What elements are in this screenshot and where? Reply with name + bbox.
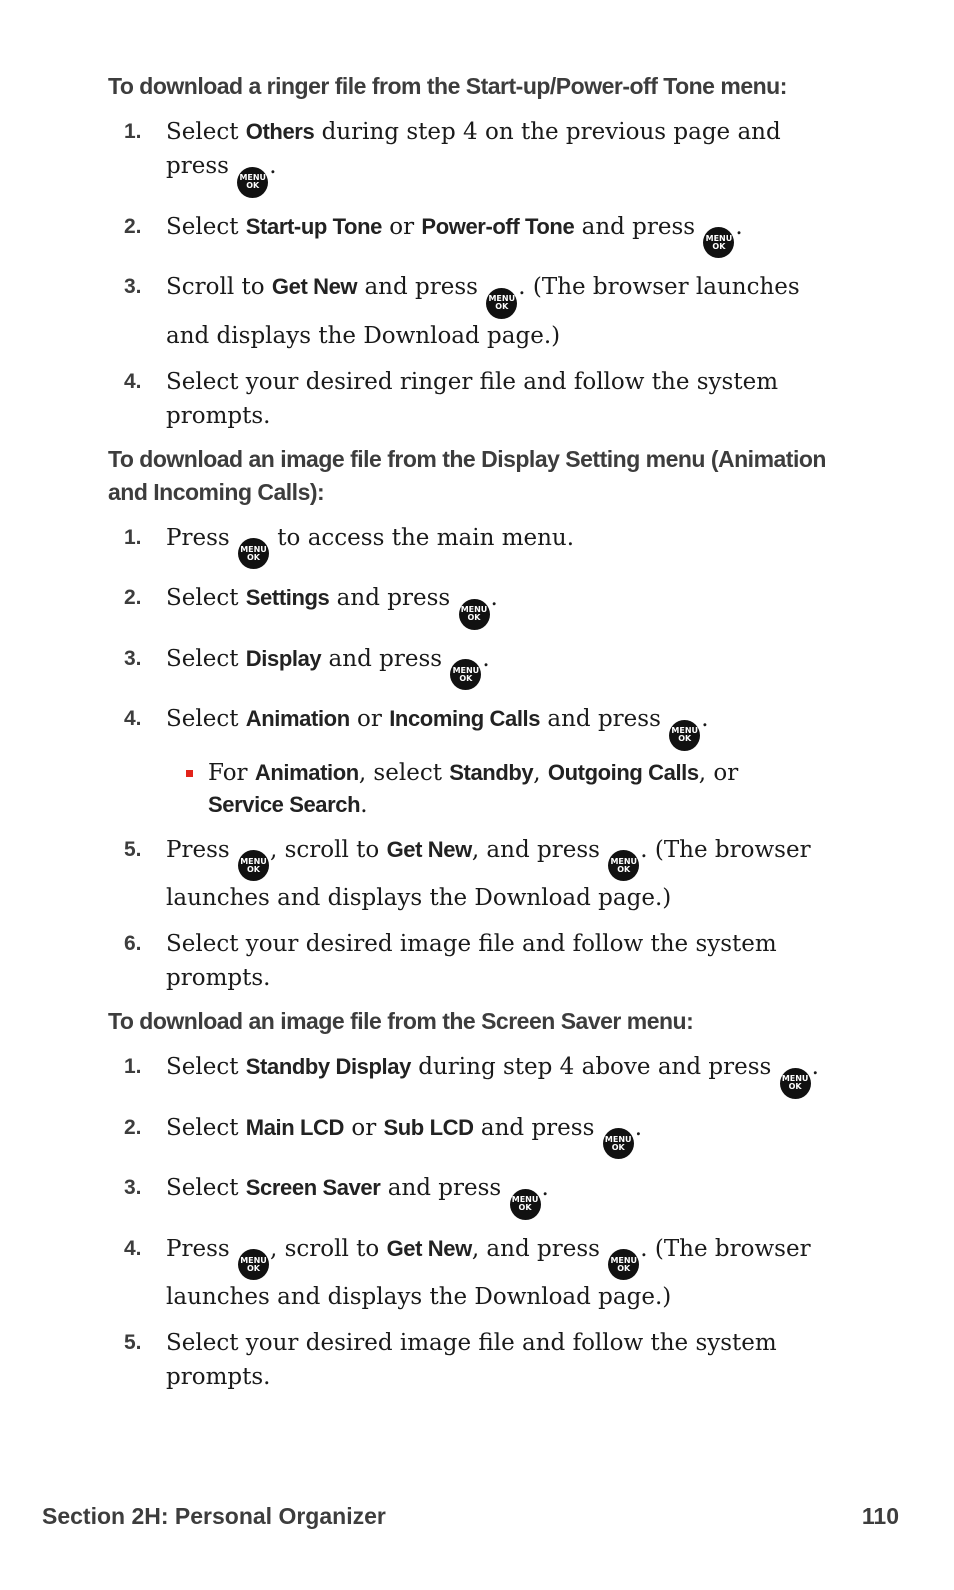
saver-step-2: 2. Select Main LCD or Sub LCD and press MENU OK . xyxy=(108,1111,848,1160)
menu-ok-key-icon: MENU OK xyxy=(669,720,700,751)
step-number: 6. xyxy=(124,932,142,955)
menu-option-get-new: Get New xyxy=(386,1235,472,1261)
manual-page xyxy=(108,70,848,1394)
saver-step-5: 5. Select your desired image file and follow the system prompts. xyxy=(108,1326,848,1394)
display-step-2: 2. Select Settings and press MENU OK . xyxy=(108,581,848,630)
menu-option-get-new: Get New xyxy=(386,836,472,862)
bullet-square-icon xyxy=(186,770,193,777)
ringer-step-1: 1. Select Others during step 4 on the previous page and press MENU OK . xyxy=(108,115,848,198)
menu-option-incoming-calls: Incoming Calls xyxy=(389,706,541,731)
menu-ok-key-icon: MENU OK xyxy=(486,288,517,319)
display-step-4: 4. Select Animation or Incoming Calls and press MENU OK . For Animation, select Standby, Outgoing Calls, or Service Search. xyxy=(108,702,848,821)
page-footer xyxy=(42,1503,899,1530)
menu-option-standby-display: Standby Display xyxy=(245,1054,411,1079)
step-number: 4. xyxy=(124,369,142,393)
menu-option-animation: Animation xyxy=(254,759,359,785)
ringer-step-4: 4. Select your desired ringer file and follow the system prompts. xyxy=(108,365,848,433)
step-number: 2. xyxy=(124,1115,142,1139)
menu-option-outgoing-calls: Outgoing Calls xyxy=(547,759,699,785)
menu-ok-key-icon: MENU OK xyxy=(603,1128,634,1159)
menu-ok-key-icon: MENU OK xyxy=(703,227,734,258)
footer-section-title: Section 2H: Personal Organizer xyxy=(42,1503,386,1529)
ringer-step-2: 2. Select Start-up Tone or Power-off Tone and press MENU OK . xyxy=(108,210,848,259)
page-number: 110 xyxy=(861,1503,899,1529)
saver-step-4: 4. Press MENU OK , scroll to Get New, and press MENU OK . (The browser launches and displays the Download page.) xyxy=(108,1232,848,1315)
step-number: 1. xyxy=(124,1055,142,1078)
menu-option-settings: Settings xyxy=(245,585,330,610)
menu-ok-key-icon: MENU OK xyxy=(608,850,639,881)
step-number: 1. xyxy=(124,120,142,143)
step-number: 3. xyxy=(124,275,142,298)
menu-option-service-search: Service Search xyxy=(208,791,361,817)
menu-ok-key-icon: MENU OK xyxy=(510,1189,541,1220)
menu-option-animation: Animation xyxy=(245,706,350,731)
step-number: 5. xyxy=(124,837,142,861)
display-step-1: 1. Press MENU OK to access the main menu. xyxy=(108,521,848,570)
menu-option-sub-lcd: Sub LCD xyxy=(383,1114,474,1140)
menu-ok-key-icon: MENU OK xyxy=(459,599,490,630)
section-heading-ringer: To download a ringer file from the Start-up/Power-off Tone menu: xyxy=(108,73,787,99)
section-heading-screen-saver: To download an image file from the Screen Saver menu: xyxy=(108,1008,694,1034)
sub-bullet-animation: For Animation, select Standby, Outgoing Calls, or Service Search. xyxy=(166,757,848,821)
section-heading-display: To download an image file from the Display Setting menu (Animation and Incoming Calls): xyxy=(108,445,826,505)
ringer-steps xyxy=(108,115,848,433)
menu-option-poweroff-tone: Power-off Tone xyxy=(421,213,575,239)
saver-steps xyxy=(108,1050,848,1394)
step-number: 4. xyxy=(124,707,142,730)
step-number: 3. xyxy=(124,646,142,670)
menu-ok-key-icon: MENU OK xyxy=(608,1249,639,1280)
step-number: 2. xyxy=(124,586,142,609)
menu-option-startup-tone: Start-up Tone xyxy=(245,213,382,239)
ringer-step-3: 3. Scroll to Get New and press MENU OK . (The browser launches and displays the Download page.) xyxy=(108,270,848,353)
menu-option-standby: Standby xyxy=(449,759,534,785)
step-number: 5. xyxy=(124,1331,142,1354)
display-step-5: 5. Press MENU OK , scroll to Get New, and press MENU OK . (The browser launches and displays the Download page.) xyxy=(108,833,848,916)
step-number: 4. xyxy=(124,1236,142,1260)
menu-option-display: Display xyxy=(245,645,322,671)
display-step-3: 3. Select Display and press MENU OK . xyxy=(108,642,848,691)
menu-option-get-new: Get New xyxy=(271,274,358,299)
menu-option-screen-saver: Screen Saver xyxy=(245,1175,381,1200)
step-number: 2. xyxy=(124,214,142,238)
menu-ok-key-icon: MENU OK xyxy=(238,850,269,881)
step-number: 3. xyxy=(124,1176,142,1199)
menu-ok-key-icon: MENU OK xyxy=(237,167,268,198)
display-steps xyxy=(108,521,848,996)
menu-ok-key-icon: MENU OK xyxy=(238,538,269,569)
display-step-6: 6. Select your desired image file and follow the system prompts. xyxy=(108,927,848,995)
menu-ok-key-icon: MENU OK xyxy=(780,1068,811,1099)
menu-ok-key-icon: MENU OK xyxy=(238,1249,269,1280)
step-number: 1. xyxy=(124,525,142,549)
menu-option-others: Others xyxy=(245,119,315,144)
menu-option-main-lcd: Main LCD xyxy=(245,1114,345,1140)
saver-step-1: 1. Select Standby Display during step 4 above and press MENU OK . xyxy=(108,1050,848,1099)
saver-step-3: 3. Select Screen Saver and press MENU OK . xyxy=(108,1171,848,1220)
menu-ok-key-icon: MENU OK xyxy=(450,659,481,690)
